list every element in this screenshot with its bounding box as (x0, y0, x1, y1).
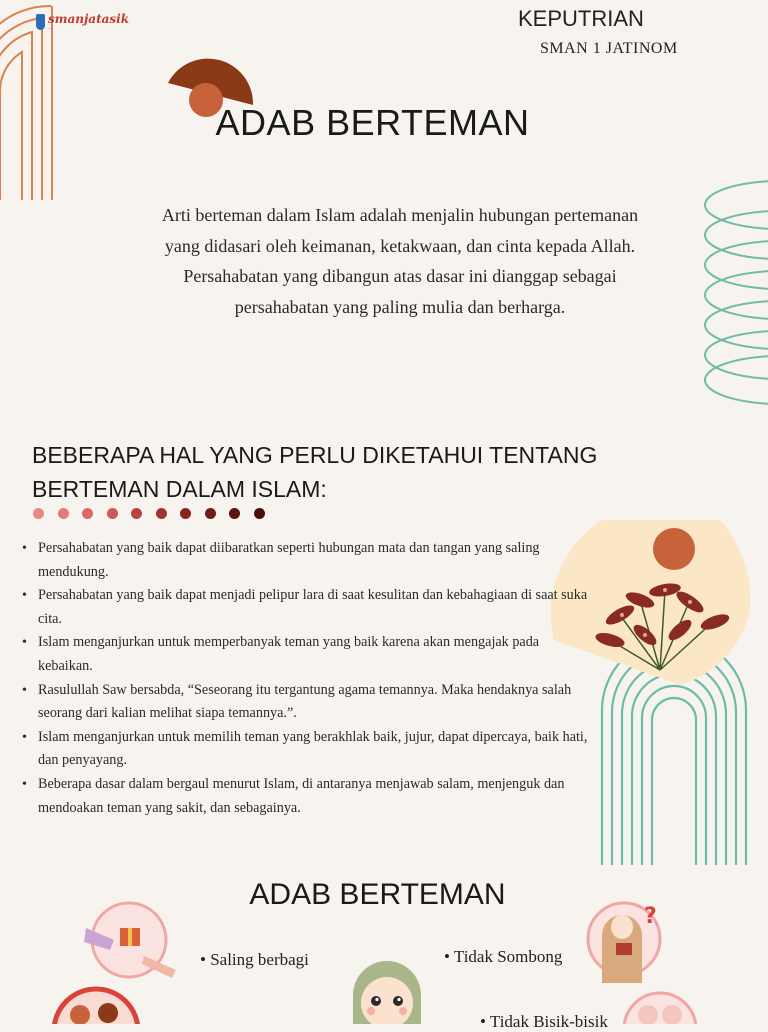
shield-icon (36, 14, 45, 30)
divider-dot (58, 508, 69, 519)
gift-sharing-illustration (84, 898, 184, 983)
friends-illustration (50, 985, 150, 1024)
school-name: SMAN 1 JATINOM (540, 40, 678, 57)
hijab-girl-illustration (345, 955, 430, 1024)
school-logo: smanjatasik ... (36, 14, 129, 30)
decor-teal-spiral (700, 175, 768, 415)
adab-item-no-whisper: • Tidak Bisik-bisik (480, 1012, 608, 1032)
two-girls-illustration (620, 985, 700, 1024)
divider-dot (131, 508, 142, 519)
adab-title: ADAB BERTEMAN (249, 878, 506, 911)
list-item: • Persahabatan yang baik dapat diibaratkan seperti hubungan mata dan tangan yang saling mendukung. (22, 537, 592, 584)
divider-dot (107, 508, 118, 519)
dot-divider (33, 508, 265, 519)
intro-paragraph: Arti berteman dalam Islam adalah menjalin hubungan pertemanan yang didasari oleh keimanan, ketakwaan, dan cinta kepada Allah. Persahabatan yang dibangun atas dasar ini dianggap sebagai persahabatan yang paling mulia dan berharga. (161, 205, 639, 317)
decor-arches-left (0, 0, 60, 200)
divider-dot (254, 508, 265, 519)
thinking-girl-illustration (584, 895, 669, 985)
bullet-list (22, 537, 592, 820)
divider-dot (180, 508, 191, 519)
svg-text:?: ? (644, 904, 657, 929)
list-item: • Beberapa dasar dalam bergaul menurut Islam, di antaranya menjawab salam, menjenguk dan mendoakan teman yang sakit, dan sebagainya. (22, 773, 592, 820)
divider-dot (156, 508, 167, 519)
divider-dot (33, 508, 44, 519)
divider-dot (229, 508, 240, 519)
list-item: • Persahabatan yang baik dapat menjadi pelipur lara di saat kesulitan dan kebahagiaan di saat suka cita. (22, 584, 592, 631)
org-title: KEPUTRIAN (518, 6, 644, 31)
list-item: • Islam menganjurkan untuk memperbanyak teman yang baik karena akan mengajak pada kebaikan. (22, 631, 592, 678)
divider-dot (205, 508, 216, 519)
page-title: ADAB BERTEMAN (215, 102, 530, 143)
divider-dot (82, 508, 93, 519)
adab-item-sharing: • Saling berbagi (200, 950, 309, 970)
adab-item-humble: • Tidak Sombong (444, 947, 562, 967)
section-heading: BEBERAPA HAL YANG PERLU DIKETAHUI TENTANG BERTEMAN DALAM ISLAM: (32, 442, 598, 502)
list-item: • Rasulullah Saw bersabda, “Seseorang itu tergantung agama temannya. Maka hendaknya salah seorang dari kalian melihat siapa temannya.”. (22, 679, 592, 726)
list-item: • Islam menganjurkan untuk memilih teman yang berakhlak baik, jujur, dapat dipercaya, baik hati, dan penyayang. (22, 726, 592, 773)
